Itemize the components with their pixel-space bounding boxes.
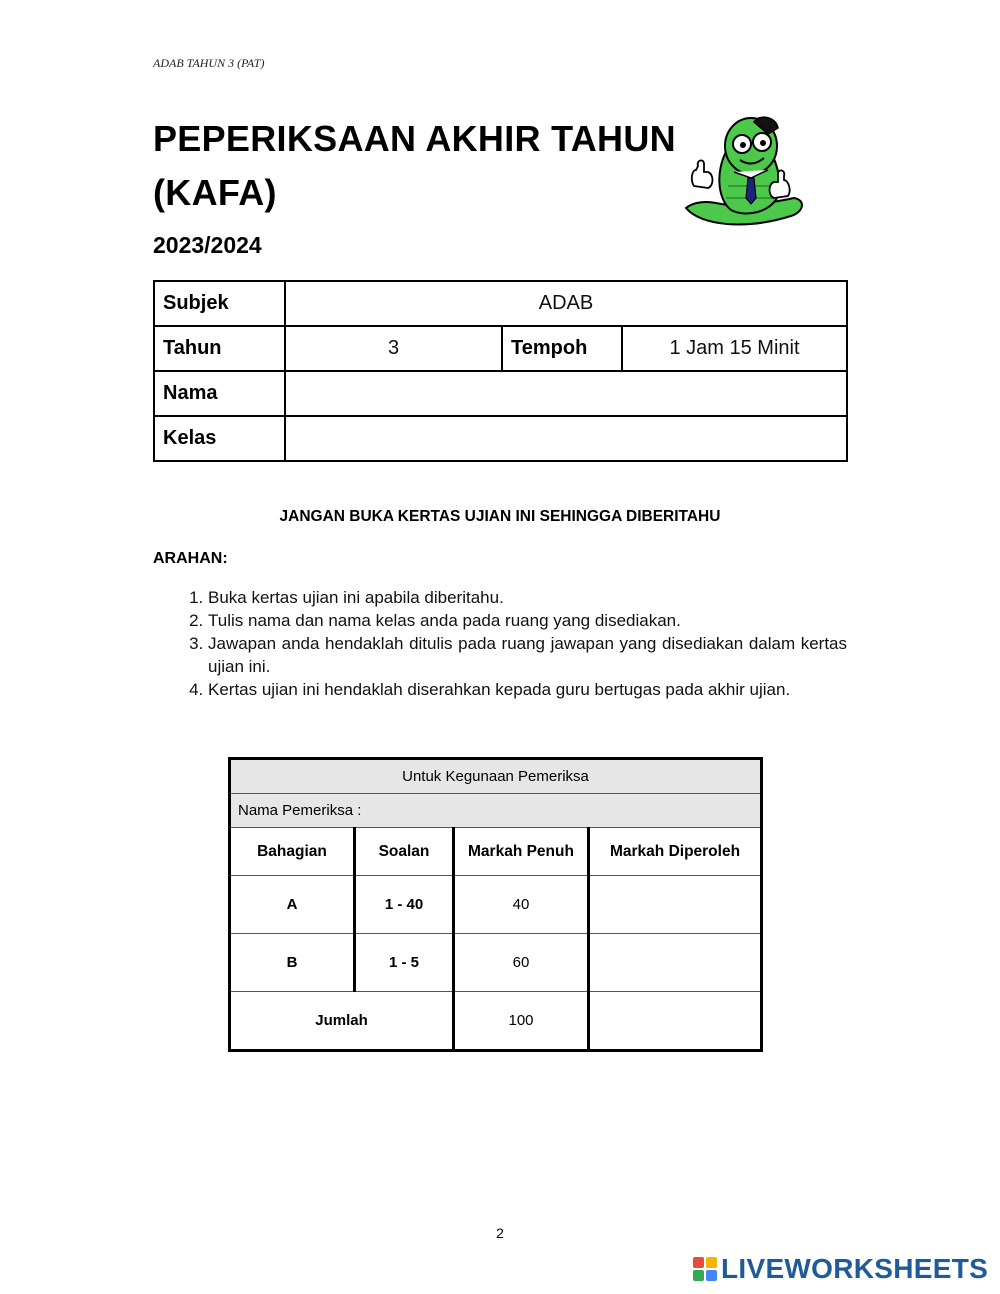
row-markah-penuh: 60 (454, 934, 589, 992)
kelas-label: Kelas (154, 416, 285, 461)
tempoh-value: 1 Jam 15 Minit (622, 326, 847, 371)
header-soalan: Soalan (355, 828, 454, 876)
instruction-item: 2. Tulis nama dan nama kelas anda pada ruang yang disediakan. (208, 609, 847, 632)
liveworksheets-logo[interactable] (693, 1252, 988, 1286)
total-value: 100 (454, 992, 589, 1051)
worm-mascot-icon (676, 108, 806, 238)
nama-field[interactable] (285, 371, 847, 416)
warning-text: JANGAN BUKA KERTAS UJIAN INI SEHINGGA DIBERITAHU (279, 508, 721, 525)
row-markah-diperoleh[interactable] (589, 934, 762, 992)
table-row (230, 876, 762, 934)
tahun-row (154, 326, 847, 371)
examiner-name-row (230, 794, 762, 828)
liveworksheets-grid-icon (693, 1257, 717, 1281)
kelas-row (154, 416, 847, 461)
total-label: Jumlah (230, 992, 454, 1051)
instructions-heading: ARAHAN: (153, 550, 228, 567)
header-bahagian: Bahagian (230, 828, 355, 876)
liveworksheets-brand: LIVEWORKSHEETS (721, 1253, 989, 1284)
page-title (153, 112, 676, 220)
marks-title-row (230, 759, 762, 794)
instruction-item: 3. Jawapan anda hendaklah ditulis pada ruang jawapan yang disediakan dalam kertas ujian ini. (208, 632, 847, 678)
kelas-field[interactable] (285, 416, 847, 461)
tahun-value: 3 (285, 326, 502, 371)
row-bahagian: A (230, 876, 355, 934)
tahun-label: Tahun (154, 326, 285, 371)
row-soalan: 1 - 5 (355, 934, 454, 992)
marks-header-row (230, 828, 762, 876)
examiner-name-label: Nama Pemeriksa : (230, 794, 762, 828)
row-markah-diperoleh[interactable] (589, 876, 762, 934)
row-markah-penuh: 40 (454, 876, 589, 934)
table-row (230, 934, 762, 992)
exam-year: 2023/2024 (153, 232, 262, 258)
header-note: ADAB TAHUN 3 (PAT) (153, 56, 265, 70)
page-number: 2 (496, 1225, 504, 1241)
instructions-list (153, 586, 847, 701)
title-line-2: (KAFA) (153, 172, 277, 213)
instruction-item: 1. Buka kertas ujian ini apabila diberitahu. (208, 586, 847, 609)
marks-table-title: Untuk Kegunaan Pemeriksa (230, 759, 762, 794)
exam-info-table (153, 280, 848, 462)
subjek-row (154, 281, 847, 326)
header-markah-diperoleh: Markah Diperoleh (589, 828, 762, 876)
total-row (230, 992, 762, 1051)
nama-label: Nama (154, 371, 285, 416)
nama-row (154, 371, 847, 416)
subjek-label: Subjek (154, 281, 285, 326)
row-soalan: 1 - 40 (355, 876, 454, 934)
subjek-value: ADAB (285, 281, 847, 326)
row-bahagian: B (230, 934, 355, 992)
examiner-marks-table (228, 757, 763, 1052)
title-line-1: PEPERIKSAAN AKHIR TAHUN (153, 118, 676, 159)
header-markah-penuh: Markah Penuh (454, 828, 589, 876)
total-markah-diperoleh[interactable] (589, 992, 762, 1051)
tempoh-label: Tempoh (502, 326, 622, 371)
instruction-item: 4. Kertas ujian ini hendaklah diserahkan kepada guru bertugas pada akhir ujian. (208, 678, 847, 701)
